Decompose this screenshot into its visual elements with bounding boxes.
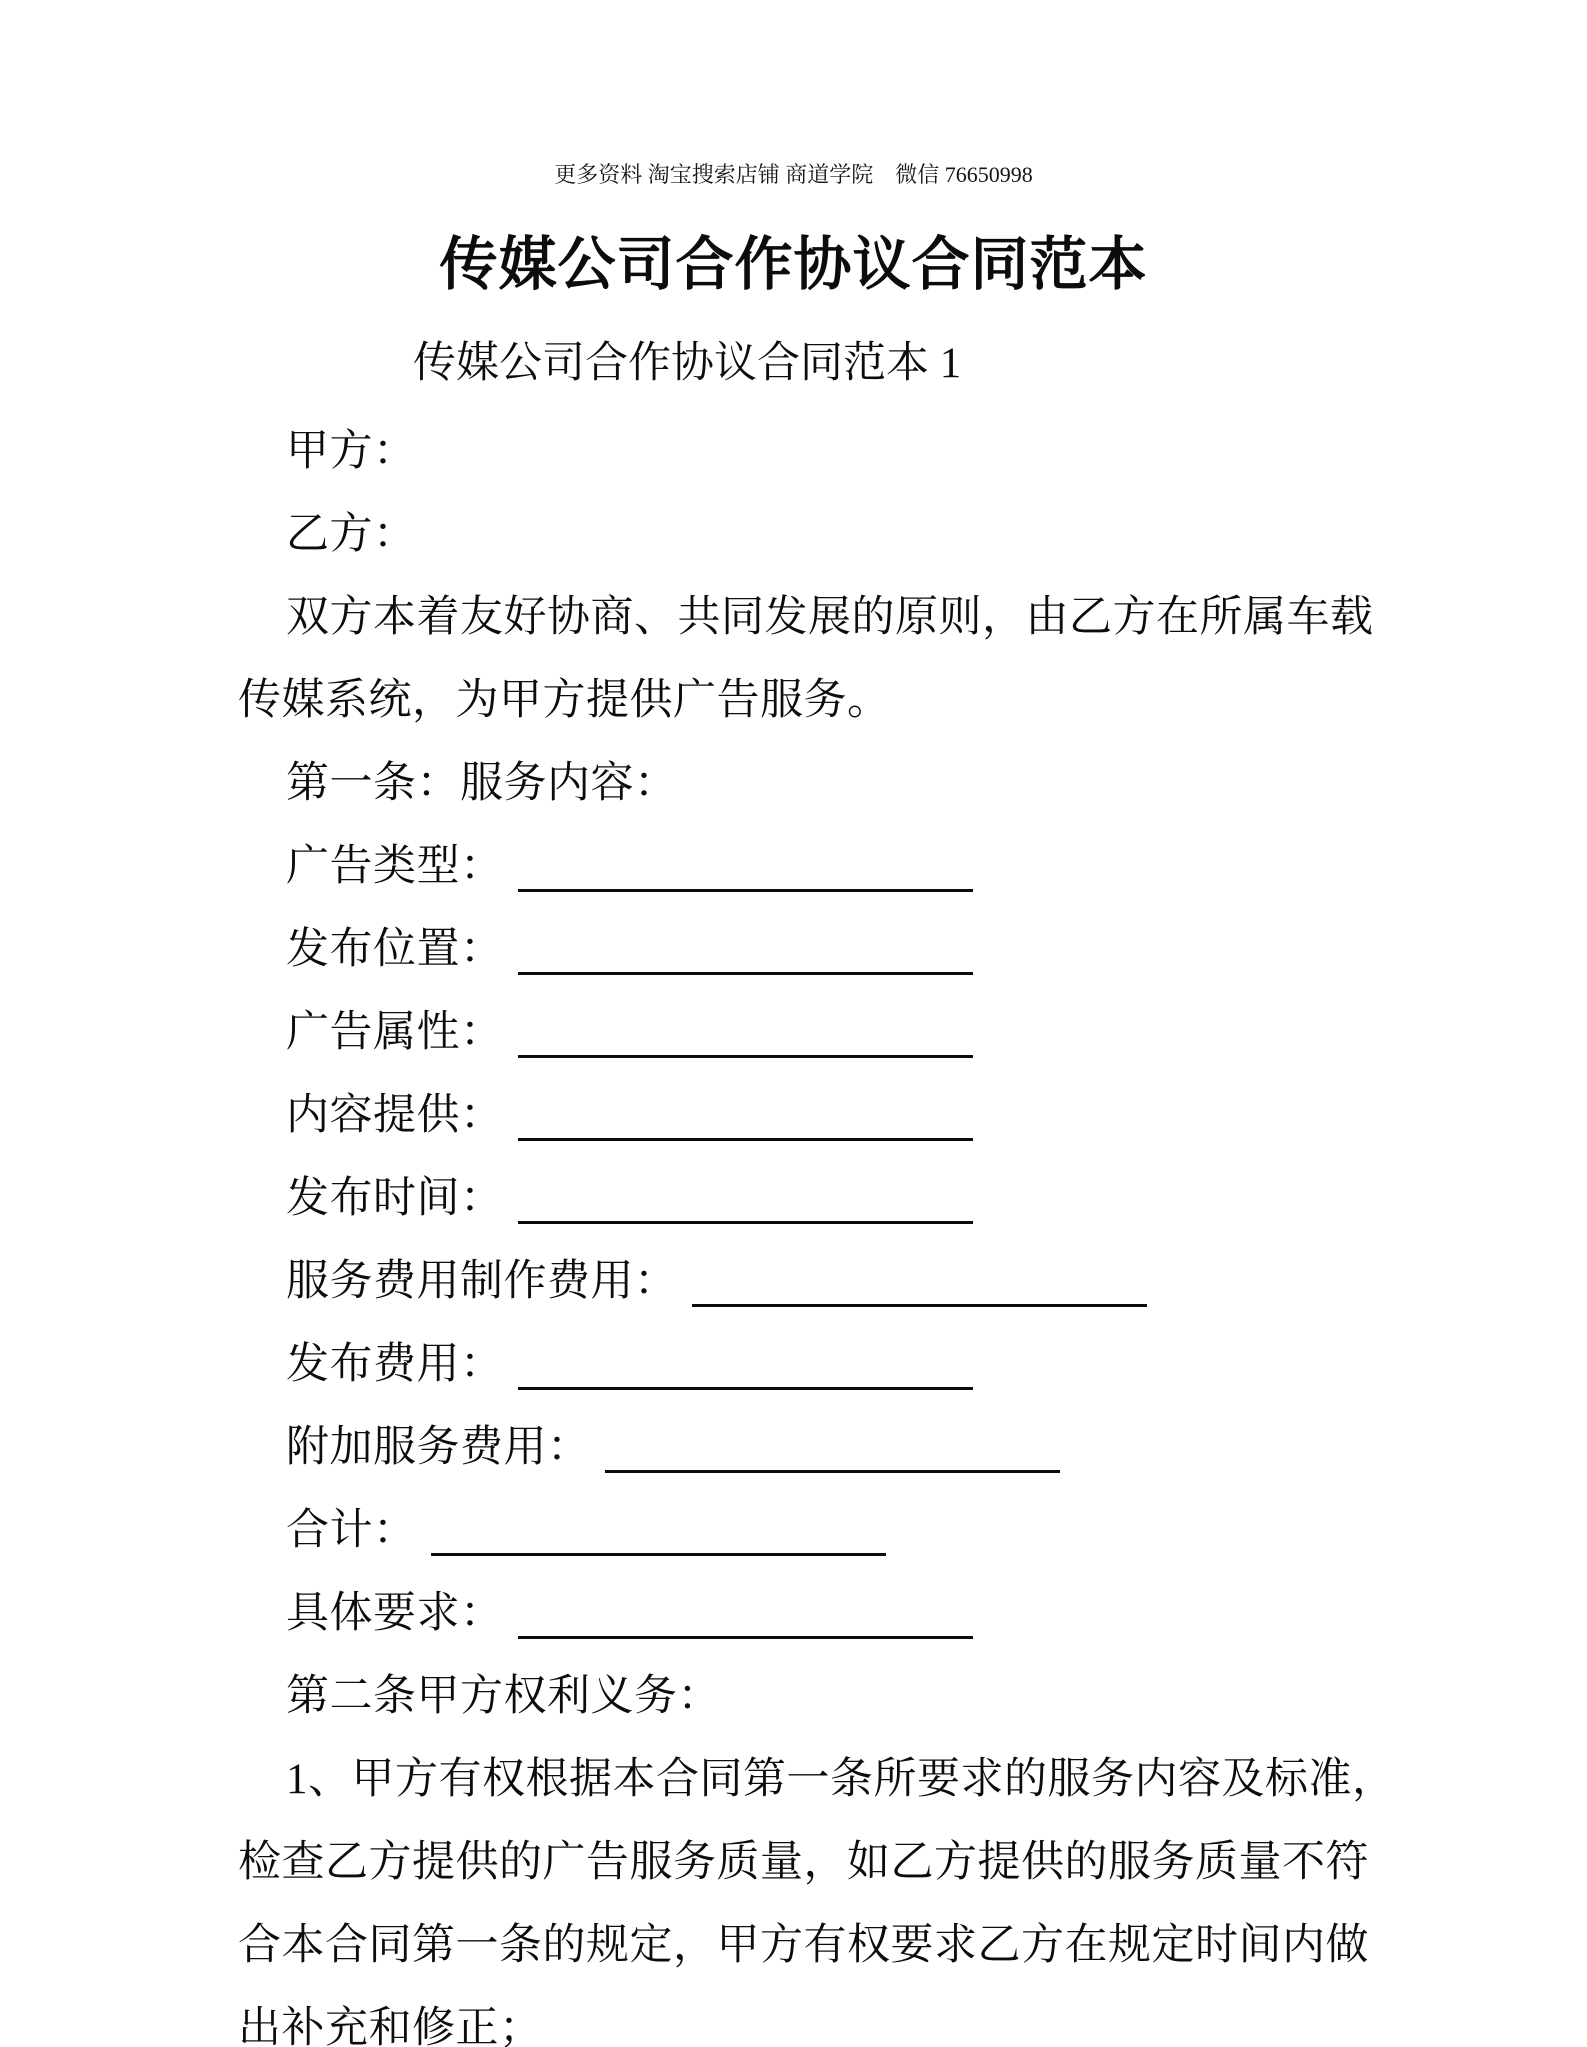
- field-content-provider-blank-line: [518, 1108, 973, 1141]
- field-total-blank-line: [431, 1523, 886, 1556]
- field-publish-position-label: 发布位置：: [286, 926, 504, 973]
- field-ad-type-label: 广告类型：: [286, 843, 504, 890]
- field-content-provider-label: 内容提供：: [286, 1092, 504, 1139]
- party-a-label: 甲方：: [286, 428, 417, 475]
- page-subtitle: 传媒公司合作协议合同范本 1: [413, 340, 962, 387]
- article2-heading: 第二条甲方权利义务：: [286, 1673, 721, 1720]
- field-service-production-fee: [238, 1240, 1360, 1323]
- field-publish-time: [238, 1157, 1360, 1240]
- intro-paragraph-line-1: 双方本着友好协商、共同发展的原则，由乙方在所属车载: [286, 594, 1374, 641]
- article2-item1-line-4: 出补充和修正；: [238, 2005, 543, 2047]
- field-ad-attribute-label: 广告属性：: [286, 1009, 504, 1056]
- field-additional-service-fee: [238, 1406, 1360, 1489]
- field-ad-type-blank-line: [518, 859, 973, 892]
- field-publish-time-label: 发布时间：: [286, 1175, 504, 1222]
- field-publish-position-blank-line: [518, 942, 973, 975]
- field-additional-service-fee-label: 附加服务费用：: [286, 1424, 591, 1471]
- field-ad-type: [238, 825, 1360, 908]
- header-note: 更多资料 淘宝搜索店铺 商道学院 微信 76650998: [554, 162, 1033, 187]
- field-content-provider: [238, 1074, 1360, 1157]
- party-b-label: 乙方：: [286, 511, 417, 558]
- party-a-line: [238, 410, 1360, 493]
- field-specific-requirements: [238, 1572, 1360, 1655]
- article2-item1-line-3: 合本合同第一条的规定，甲方有权要求乙方在规定时间内做: [238, 1922, 1369, 1969]
- party-b-line: [238, 493, 1360, 576]
- field-publish-position: [238, 908, 1360, 991]
- contract-body: [238, 410, 1396, 2047]
- field-additional-service-fee-blank-line: [605, 1440, 1060, 1473]
- page-title: 传媒公司合作协议合同范本: [439, 232, 1148, 297]
- article2-item1-line-1: 1、甲方有权根据本合同第一条所要求的服务内容及标准，: [286, 1756, 1396, 1803]
- article2-item1-line-2: 检查乙方提供的广告服务质量，如乙方提供的服务质量不符: [238, 1839, 1369, 1886]
- intro-paragraph-line-2: 传媒系统，为甲方提供广告服务。: [238, 677, 891, 724]
- field-specific-requirements-label: 具体要求：: [286, 1590, 504, 1637]
- field-ad-attribute: [238, 991, 1360, 1074]
- field-service-production-fee-label: 服务费用制作费用：: [286, 1258, 678, 1305]
- article1-heading: 第一条：服务内容：: [286, 760, 678, 807]
- field-publish-fee-blank-line: [518, 1357, 973, 1390]
- field-publish-time-blank-line: [518, 1191, 973, 1224]
- field-service-production-fee-blank-line: [692, 1274, 1147, 1307]
- field-publish-fee: [238, 1323, 1360, 1406]
- field-total: [238, 1489, 1360, 1572]
- field-total-label: 合计：: [286, 1507, 417, 1554]
- field-publish-fee-label: 发布费用：: [286, 1341, 504, 1388]
- field-ad-attribute-blank-line: [518, 1025, 973, 1058]
- field-specific-requirements-blank-line: [518, 1606, 973, 1639]
